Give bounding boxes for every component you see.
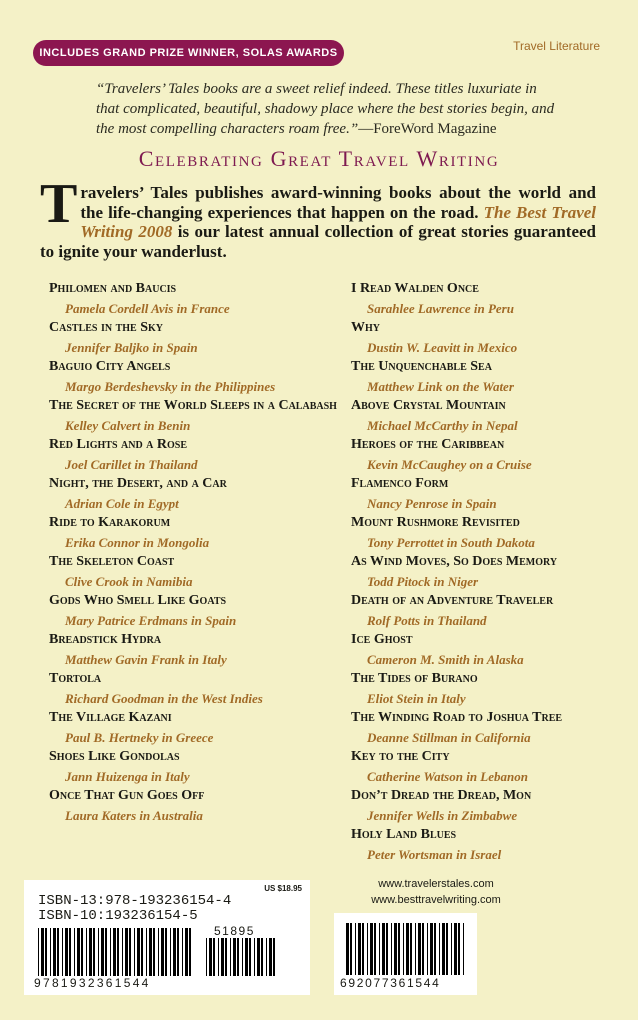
story-entry	[49, 708, 339, 747]
barcode-bar	[110, 928, 111, 976]
story-title: Night, the Desert, and a Car	[49, 476, 227, 491]
barcode-bar	[427, 923, 428, 975]
barcode-bar	[41, 928, 44, 976]
barcode-bar	[382, 923, 385, 975]
barcode-bar	[146, 928, 147, 976]
story-title: I Read Walden Once	[351, 281, 479, 296]
story-author: Nancy Penrose in Spain	[367, 495, 497, 511]
story-title: As Wind Moves, So Does Memory	[351, 554, 558, 569]
barcode-bar	[386, 923, 388, 975]
story-title: Don’t Dread the Dread, Mon	[351, 788, 532, 803]
review-quote	[96, 79, 556, 139]
story-entry	[49, 435, 339, 474]
story-title: Flamenco Form	[351, 476, 449, 491]
barcode-bar	[237, 938, 239, 976]
barcode-bar	[153, 928, 155, 976]
story-entry	[49, 552, 339, 591]
barcode-bar	[358, 923, 361, 975]
barcode-bar	[454, 923, 457, 975]
story-author: Margo Berdeshevsky in the Philippines	[65, 378, 276, 394]
barcode-bar	[350, 923, 352, 975]
barcode-bar	[38, 928, 39, 976]
story-author: Dustin W. Leavitt in Mexico	[367, 339, 518, 355]
barcode-bar	[182, 928, 183, 976]
story-title: Tortola	[49, 671, 102, 686]
drop-cap: T	[40, 173, 78, 235]
barcode-bar	[158, 928, 159, 976]
story-author: Pamela Cordell Avis in France	[65, 300, 230, 316]
story-title: The Skeleton Coast	[49, 554, 175, 569]
story-title: Red Lights and a Rose	[49, 437, 188, 452]
barcode-bar	[418, 923, 421, 975]
barcode-bar	[62, 928, 63, 976]
story-entry	[49, 357, 339, 396]
supplement-barcode	[206, 938, 280, 976]
barcode-bar	[209, 938, 212, 976]
barcode-bar	[430, 923, 433, 975]
barcode-bar	[269, 938, 272, 976]
barcode-bar	[242, 938, 243, 976]
story-title: Castles in the Sky	[49, 320, 163, 335]
quote-source: —ForeWord Magazine	[358, 121, 497, 137]
story-entry	[49, 279, 339, 318]
story-title: Baguio City Angels	[49, 359, 171, 374]
website-url[interactable]: www.besttravelwriting.com	[371, 894, 501, 906]
barcode-bar	[50, 928, 51, 976]
barcode-bar	[391, 923, 392, 975]
story-entry	[351, 435, 621, 474]
barcode-bar	[89, 928, 92, 976]
story-entry	[49, 513, 339, 552]
barcode-bar	[161, 928, 164, 976]
barcode-bar	[74, 928, 75, 976]
isbn-barcode-box	[24, 880, 310, 995]
story-title: Once That Gun Goes Off	[49, 788, 205, 803]
barcode-bar	[458, 923, 460, 975]
story-entry	[49, 396, 339, 435]
story-title: Gods Who Smell Like Goats	[49, 593, 227, 608]
story-title: Philomen and Baucis	[49, 281, 177, 296]
story-author: Rolf Potts in Thailand	[367, 612, 487, 628]
barcode-bar	[230, 938, 231, 976]
barcode-bar	[374, 923, 376, 975]
story-entry	[49, 669, 339, 708]
barcode-bar	[69, 928, 71, 976]
barcode-bar	[442, 923, 445, 975]
barcode-bar	[149, 928, 152, 976]
story-title: The Unquenchable Sea	[351, 359, 492, 374]
story-entry	[49, 786, 339, 825]
story-entry	[351, 669, 621, 708]
story-author: Jennifer Baljko in Spain	[65, 339, 198, 355]
story-author: Joel Carillet in Thailand	[65, 456, 198, 472]
story-entry	[49, 630, 339, 669]
story-title: Why	[351, 320, 380, 335]
story-author: Eliot Stein in Italy	[367, 690, 466, 706]
story-author: Peter Wortsman in Israel	[367, 846, 502, 862]
barcode-bar	[125, 928, 128, 976]
barcode-bar	[266, 938, 267, 976]
story-author: Catherine Watson in Lebanon	[367, 768, 528, 784]
barcode-bar	[398, 923, 400, 975]
story-entry	[351, 357, 621, 396]
barcode-bar	[394, 923, 397, 975]
story-entry	[49, 474, 339, 513]
story-title: Death of an Adventure Traveler	[351, 593, 554, 608]
barcode-bar	[65, 928, 68, 976]
story-author: Todd Pitock in Niger	[367, 573, 479, 589]
barcode-bar	[218, 938, 219, 976]
barcode-bar	[355, 923, 356, 975]
website-url[interactable]: www.travelerstales.com	[378, 878, 494, 890]
story-author: Laura Katers in Australia	[65, 807, 203, 823]
story-title: The Secret of the World Sleeps in a Calabash	[49, 398, 337, 413]
barcode-bar	[415, 923, 416, 975]
story-title: Holy Land Blues	[351, 827, 457, 842]
story-title: Heroes of the Caribbean	[351, 437, 505, 452]
upc-barcode	[346, 923, 468, 975]
website-links	[356, 876, 516, 908]
supplement-digits: 51895	[214, 924, 255, 938]
story-entry	[351, 318, 621, 357]
barcode-bar	[273, 938, 275, 976]
barcode-bar	[170, 928, 171, 976]
barcode-bar	[403, 923, 404, 975]
story-entry	[351, 786, 621, 825]
category-label: Travel Literature	[513, 39, 600, 53]
barcode-bar	[370, 923, 373, 975]
award-badge: INCLUDES GRAND PRIZE WINNER, SOLAS AWARDS	[33, 40, 344, 66]
story-list-right	[351, 279, 621, 864]
story-title: Ice Ghost	[351, 632, 413, 647]
headline: Celebrating Great Travel Writing	[138, 146, 500, 171]
barcode-bar	[346, 923, 349, 975]
barcode-bar	[261, 938, 263, 976]
ean-barcode	[38, 928, 194, 976]
story-entry	[351, 552, 621, 591]
story-author: Kevin McCaughey on a Cruise	[367, 456, 532, 472]
story-entry	[351, 279, 621, 318]
story-author: Clive Crook in Namibia	[65, 573, 193, 589]
story-entry	[351, 513, 621, 552]
barcode-bar	[422, 923, 424, 975]
upc-digits: 692077361544	[340, 976, 441, 990]
story-author: Adrian Cole in Egypt	[65, 495, 179, 511]
story-title: Above Crystal Mountain	[351, 398, 506, 413]
barcode-bar	[129, 928, 131, 976]
barcode-bar	[113, 928, 116, 976]
story-title: Key to the City	[351, 749, 450, 764]
barcode-bar	[254, 938, 255, 976]
story-title: Shoes Like Gondolas	[49, 749, 180, 764]
barcode-bar	[81, 928, 83, 976]
barcode-bar	[249, 938, 251, 976]
barcode-bar	[213, 938, 215, 976]
isbn-10: ISBN-10:193236154-5	[38, 908, 198, 924]
story-title: The Tides of Burano	[351, 671, 478, 686]
barcode-bar	[57, 928, 59, 976]
story-entry	[351, 591, 621, 630]
isbn-13: ISBN-13:978-193236154-4	[38, 893, 232, 909]
barcode-bar	[141, 928, 143, 976]
barcode-bar	[101, 928, 104, 976]
story-entry	[351, 396, 621, 435]
barcode-bar	[189, 928, 191, 976]
barcode-bar	[86, 928, 87, 976]
story-title: Ride to Karakorum	[49, 515, 171, 530]
barcode-bar	[379, 923, 380, 975]
story-entry	[49, 747, 339, 786]
story-author: Mary Patrice Erdmans in Spain	[65, 612, 237, 628]
ean-digits: 9781932361544	[34, 976, 151, 990]
barcode-bar	[98, 928, 99, 976]
story-author: Matthew Link on the Water	[367, 378, 514, 394]
barcode-bar	[117, 928, 119, 976]
barcode-bar	[257, 938, 260, 976]
barcode-bar	[463, 923, 464, 975]
story-author: Deanne Stillman in California	[367, 729, 531, 745]
intro-text-2: is our latest annual collection of great stories guaranteed to ignite your wanderlust.	[40, 222, 596, 261]
story-entry	[49, 318, 339, 357]
barcode-bar	[362, 923, 364, 975]
story-author: Erika Connor in Mongolia	[65, 534, 210, 550]
story-author: Tony Perrottet in South Dakota	[367, 534, 535, 550]
barcode-bar	[137, 928, 140, 976]
barcode-bar	[122, 928, 123, 976]
intro-paragraph	[40, 173, 597, 261]
story-title: Mount Rushmore Revisited	[351, 515, 520, 530]
intro-text-1: ravelers’ Tales publishes award-winning books about the world and the life-changing experiences that happen on the road.	[80, 183, 596, 222]
story-author: Kelley Calvert in Benin	[65, 417, 191, 433]
story-entry	[351, 630, 621, 669]
book-title: The Best Travel Writing 2008	[80, 202, 597, 241]
barcode-bar	[439, 923, 440, 975]
barcode-bar	[177, 928, 179, 976]
barcode-bar	[225, 938, 227, 976]
barcode-bar	[245, 938, 248, 976]
story-author: Matthew Gavin Frank in Italy	[65, 651, 227, 667]
barcode-bar	[406, 923, 409, 975]
story-list-left	[49, 279, 339, 825]
story-author: Richard Goodman in the West Indies	[65, 690, 263, 706]
story-entry	[351, 474, 621, 513]
story-author: Michael McCarthy in Nepal	[367, 417, 518, 433]
price-label: US $18.95	[264, 884, 302, 893]
quote-text: “Travelers’ Tales books are a sweet relief indeed. These titles luxuriate in that complicated, beautiful, shadowy place where the best stories begin, and the most compelling characters roam free.”	[96, 81, 555, 137]
story-author: Jennifer Wells in Zimbabwe	[367, 807, 518, 823]
barcode-bar	[446, 923, 448, 975]
barcode-bar	[233, 938, 236, 976]
barcode-bar	[93, 928, 95, 976]
story-title: The Village Kazani	[49, 710, 172, 725]
barcode-bar	[185, 928, 188, 976]
story-title: The Winding Road to Joshua Tree	[351, 710, 563, 725]
story-author: Jann Huizenga in Italy	[65, 768, 190, 784]
barcode-bar	[165, 928, 167, 976]
story-author: Sarahlee Lawrence in Peru	[367, 300, 514, 316]
barcode-bar	[410, 923, 412, 975]
barcode-bar	[221, 938, 224, 976]
barcode-bar	[77, 928, 80, 976]
story-entry	[49, 591, 339, 630]
story-title: Breadstick Hydra	[49, 632, 162, 647]
story-entry	[351, 708, 621, 747]
story-entry	[351, 825, 621, 864]
story-author: Cameron M. Smith in Alaska	[367, 651, 524, 667]
barcode-bar	[434, 923, 436, 975]
barcode-bar	[206, 938, 207, 976]
barcode-bar	[45, 928, 47, 976]
barcode-bar	[134, 928, 135, 976]
upc-barcode-box	[334, 913, 477, 995]
story-entry	[351, 747, 621, 786]
barcode-bar	[451, 923, 452, 975]
story-author: Paul B. Hertneky in Greece	[65, 729, 214, 745]
barcode-bar	[367, 923, 368, 975]
barcode-bar	[105, 928, 107, 976]
barcode-bar	[173, 928, 176, 976]
barcode-bar	[53, 928, 56, 976]
